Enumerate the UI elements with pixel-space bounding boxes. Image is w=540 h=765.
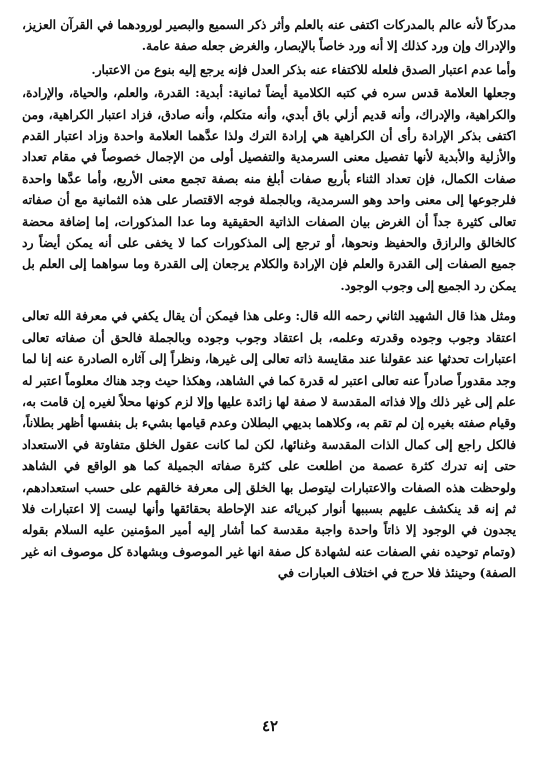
paragraph-2: وأما عدم اعتبار الصدق فلعله للاكتفاء عنه بذكر العدل فإنه يرجع إليه بنوع من الاعتبار. [91, 61, 516, 77]
body-text [22, 14, 516, 584]
paragraph-4: ومثل هذا قال الشهيد الثاني رحمه الله قال: وعلى هذا فيمكن أن يقال يكفي في معرفة الله تعالى اعتقاد وجوب وجوده وقدرته وعلمه، بل اعتقاد وجوب وجوده وبالجملة فالحق أن صفاته تعالى اعتبارات تحدثها عند عقولنا عند مقايسة ذاته تعالى إلى غيرها، ونظراً إلى آثاره الصادرة عنه إنا لما وجد مقدوراً صادراً عنه تعالى اعتبر له قدرة كما في الشاهد، وهكذا حيث وجد هناك معلوماً اعتبر له علم إلى غير ذلك وإلا فذاته المقدسة لا صفة لها زائدة عليها وإلا لزم كونها محلاً لغيره إن قامت به، وقيام صفته بغيره إن لم تقم به، وكلاهما بديهي البطلان وعدم قيامها بشيء بل بنفسها أظهر بطلاناً، فالكل راجع إلى كمال الذات المقدسة وغنائها، لكن لما كانت عقول الخلق متفاوتة في الاستعداد حتى إنه تدرك كثرة عصمة من اطلعت على كثرة صفاته الجميلة كما هو الواقع في الشاهد ولوحظت هذه الصفات والاعتبارات ليتوصل بها الخلق إلى معرفة خالقهم على حسب استعدادهم، ثم إنه قد ينكشف عليهم بسببها أنوار كبريائه عند الإحاطة بحقائقها وأنها ليست إلا اعتبارات فلا يجدون في الوجود إلا ذاتاً واحدة واجبة مقدسة كما أشار إليه أمير المؤمنين عليه السلام بقوله (وتمام توحيده نفي الصفات عنه لشهادة كل صفة انها غير الموصوف وبشهادة كل موصوف انه غير الصفة) وحينئذ فلا حرج في اختلاف العبارات في [22, 308, 516, 581]
paragraph-gap [22, 296, 516, 305]
page-number: ٤٢ [261, 717, 279, 735]
paragraph-3: وجعلها العلامة قدس سره في كتبه الكلامية أيضاً ثمانية: أبدية: القدرة، والعلم، والحياة، والإرادة، والكراهية، والإدراك، وأنه قديم أزلي باق أبدي، وأنه متكلم، وأنه صادق، فزاد اعتبار الكراهية، ومن اكتفى بذكر الإرادة رأى أن الكراهية هي إرادة الترك ولذا عدَّهما العلامة واحدة وزاد اعتبار القدم والأزلية والأبدية لأنها تفصيل معنى السرمدية والتفصيل أولى من الإجمال خصوصاً في مقام تعداد صفات الكمال، فإن تعداد الثناء بأربع صفات أبلغ منه بصفة تجمع معنى الأربع، وأما عدَّها واحدة فلرجوعها إلى معنى واحد وهو السرمدية، وبالجملة فوجه الاقتصار على هذه الثمانية مع أن صفاته تعالى كثيرة جداً أن الغرض بيان الصفات الذاتية الحقيقية وما عدا المذكورات، إما إضافة محضة كالخالق والرازق والحفيظ ونحوها، أو ترجع إلى المذكورات كما لا يخفى على أنه يمكن أيضاً رد جميع الصفات إلى القدرة والعلم فإن الإرادة والكلام يرجعان إلى القدرة وما سواهما إلى العلم بل يمكن رد الجميع إلى وجوب الوجود. [22, 85, 516, 293]
paragraph-1: مدركاً لأنه عالم بالمدركات اكتفى عنه بالعلم وأثر ذكر السميع والبصير لورودهما في القرآن العزيز، والإدراك وإن ورد كذلك إلا أنه ورد خاصاً بالإبصار، والغرض جعله صفة عامة. [22, 17, 516, 54]
